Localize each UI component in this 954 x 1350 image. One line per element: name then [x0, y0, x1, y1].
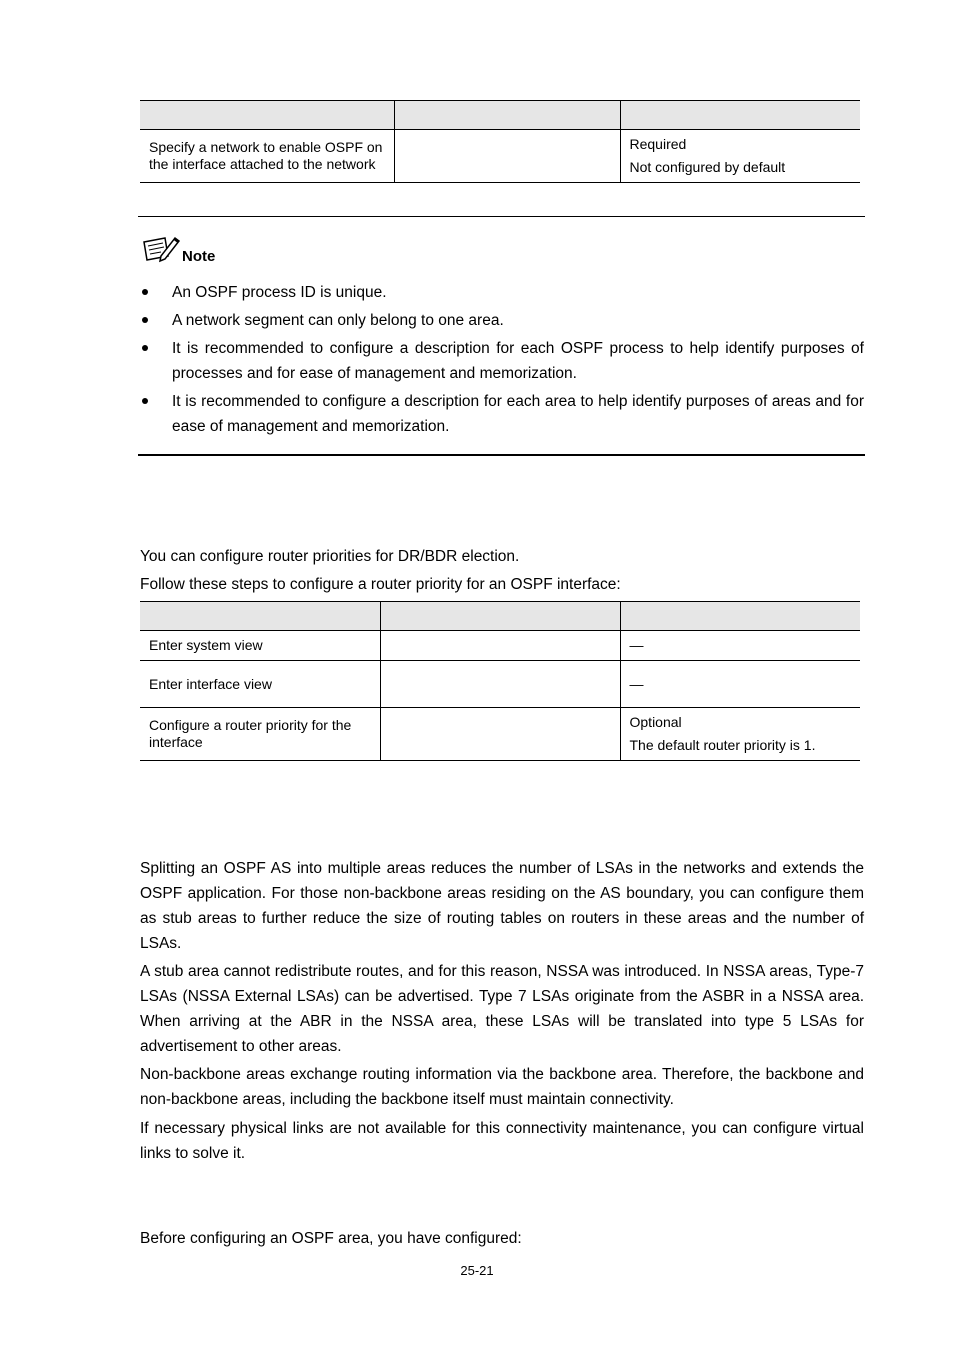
remarks-cell: [620, 130, 860, 183]
table-header-row: [140, 101, 860, 130]
area-paragraph: Non-backbone areas exchange routing information via the backbone area. Therefore, the backbone and non-backbone areas, including the backbone itself must maintain connectivity.: [140, 1066, 864, 1108]
table-header-row: [140, 602, 860, 631]
command-cell: [380, 661, 620, 708]
command-cell: [394, 130, 620, 183]
header-cell: [620, 101, 860, 130]
note-bottom-rule: [138, 454, 865, 456]
area-paragraph: Splitting an OSPF AS into multiple areas reduces the number of LSAs in the networks and extends the OSPF application. For those non-backbone areas residing on the AS boundary, you can configure them as stub areas to further reduce the size of routing tables on routers in these areas and the number of LSAs.: [140, 860, 864, 952]
table-row: [140, 130, 860, 183]
note-list: [140, 280, 864, 442]
header-cell: [140, 101, 394, 130]
operation-cell: Enter system view: [140, 631, 380, 661]
operation-cell: Specify a network to enable OSPF on the interface attached to the network: [140, 130, 394, 183]
header-cell: [140, 602, 380, 631]
remarks-cell: —: [620, 661, 860, 708]
remarks-line: The default router priority is 1.: [629, 737, 816, 753]
remarks-line: Not configured by default: [629, 159, 786, 175]
table-row: [140, 708, 860, 761]
note-item: It is recommended to configure a description for each area to help identify purposes of areas and for ease of management and memorization.: [140, 389, 864, 439]
table-row: [140, 661, 860, 708]
note-item: It is recommended to configure a description for each OSPF process to help identify purposes of processes and for ease of management and memorization.: [140, 336, 864, 386]
note-top-rule: [138, 216, 865, 217]
area-paragraph: If necessary physical links are not available for this connectivity maintenance, you can configure virtual links to solve it.: [140, 1120, 864, 1162]
header-cell: [394, 101, 620, 130]
area-paragraph: A stub area cannot redistribute routes, and for this reason, NSSA was introduced. In NSSA areas, Type-7 LSAs (NSSA External LSAs) can be advertised. Type 7 LSAs originate from the ASBR in a NSSA area. When arriving at the ABR in the NSSA area, these LSAs will be translated into type 5 LSAs for advertisement to other areas.: [140, 963, 864, 1055]
router-priority-table: [140, 601, 860, 761]
note-pencil-icon: [141, 234, 181, 264]
command-cell: [380, 631, 620, 661]
command-cell: [380, 708, 620, 761]
note-item: An OSPF process ID is unique.: [140, 280, 864, 305]
priority-intro: You can configure router priorities for DR/BDR election.: [140, 548, 520, 565]
operation-cell: Enter interface view: [140, 661, 380, 708]
remarks-cell: [620, 708, 860, 761]
remarks-line: Required: [629, 136, 687, 152]
remarks-line: Optional: [629, 714, 682, 730]
prerequisites-intro: Before configuring an OSPF area, you have configured:: [140, 1230, 522, 1247]
note-title: Note: [182, 248, 216, 265]
remarks-cell: —: [620, 631, 860, 661]
header-cell: [380, 602, 620, 631]
page-number: 25-21: [460, 1263, 494, 1278]
operation-cell: Configure a router priority for the interface: [140, 708, 380, 761]
header-cell: [620, 602, 860, 631]
ospf-network-table: [140, 100, 860, 183]
priority-steps-intro: Follow these steps to configure a router priority for an OSPF interface:: [140, 576, 621, 593]
table-row: [140, 631, 860, 661]
note-item: A network segment can only belong to one area.: [140, 308, 864, 333]
